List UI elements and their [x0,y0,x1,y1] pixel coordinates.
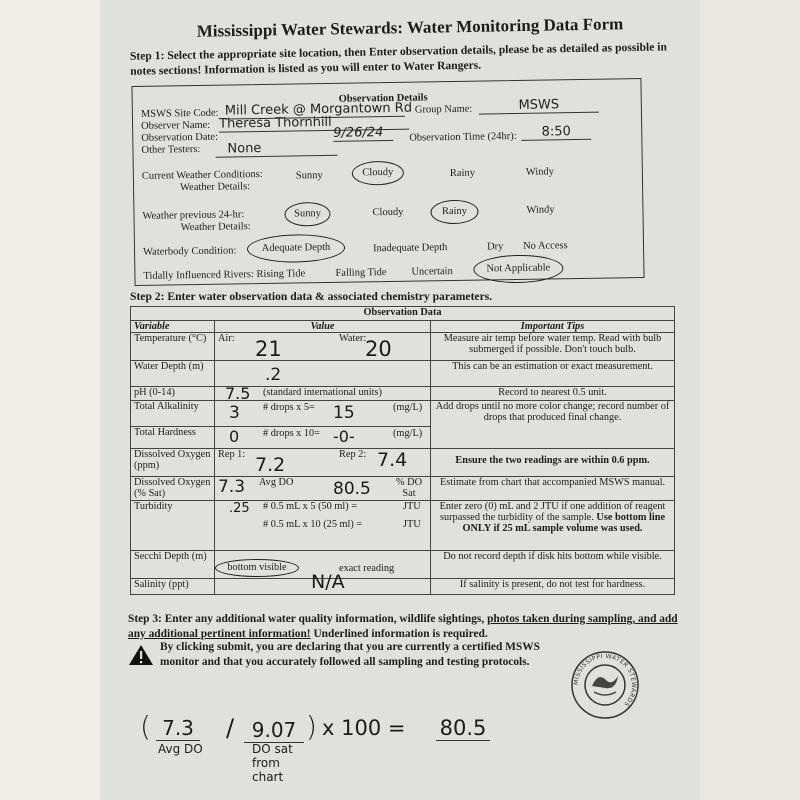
observation-date-value[interactable]: 9/26/24 [333,125,393,142]
hardness-multiplier: # drops x 10= [263,428,321,439]
group-name-label: Group Name: [414,103,473,116]
previous-weather-label: Weather previous 24-hr: [142,209,245,222]
prev-option-windy[interactable]: Windy [526,204,555,216]
waterbody-label: Waterbody Condition: [142,245,237,258]
turbidity-tip: Enter zero (0) mL and 2 JTU if one addition of reagent surpassed the turbidity of the sample. [439,501,666,523]
do-sat-cell [215,477,431,501]
step3-text-a: Step 3: Enter any additional water quality information, wildlife sightings, [128,613,488,625]
formula-denominator-label: DO sat from chart [252,742,293,784]
step3-instructions [128,612,688,642]
salinity-cell [215,571,431,595]
waterbody-option-dry[interactable]: Dry [486,241,504,253]
col-variable: Variable [131,321,215,333]
turbidity-tip-cell [431,501,675,551]
site-code-label: MSWS Site Code: [140,107,219,120]
ph-units: (standard international units) [263,387,382,398]
turbidity-value[interactable]: .25 [229,501,250,516]
step3-text-b: Underlined information is required. [310,628,488,640]
warning-icon [128,644,154,671]
declaration-line-2: monitor and that you accurately followed all sampling and testing protocols. [160,656,530,668]
secchi-tip: Do not record depth if disk hits bottom while visible. [431,551,675,579]
rep2-label: Rep 2: [339,449,367,460]
temperature-tip: Measure air temp before water temp. Read with bulb submerged if possible. Don't touch bulb. [431,333,675,361]
rep2-value[interactable]: 7.4 [377,449,408,471]
secchi-bottom-visible[interactable]: bottom visible [215,559,299,577]
formula-numerator-label: Avg DO [158,742,203,756]
turbidity-label: Turbidity [131,501,215,551]
rep1-label: Rep 1: [218,449,246,460]
background-right [700,0,800,800]
turbidity-line-25ml: # 0.5 mL x 10 (25 ml) = [263,519,363,530]
water-depth-tip: This can be an estimation or exact measurement. [431,361,675,387]
form-title: Mississippi Water Stewards: Water Monitoring Data Form [196,14,624,41]
do-sat-avg[interactable]: 7.3 [218,477,246,497]
do-ppm-cell [215,449,431,477]
tidal-option-uncertain[interactable]: Uncertain [411,265,453,278]
turbidity-cell [215,501,431,551]
ph-tip: Record to nearest 0.5 unit. [431,387,675,401]
air-value[interactable]: 21 [255,337,282,361]
other-testers-label: Other Testers: [141,143,201,156]
ph-cell [215,384,431,403]
previous-weather-details-label: Weather Details: [180,221,251,234]
observation-time-value[interactable]: 8:50 [521,124,591,141]
do-sat-unit: % DO Sat [395,477,423,499]
group-name-value[interactable]: MSWS [479,97,599,115]
secchi-exact-reading[interactable]: exact reading [339,563,395,574]
weather-option-windy[interactable]: Windy [525,166,555,178]
formula-denominator[interactable]: 9.07 [244,718,304,743]
waterbody-option-adequate[interactable]: Adequate Depth [247,234,345,264]
do-tip: Ensure the two readings are within 0.6 ppm. [431,449,675,477]
observation-time-label: Observation Time (24hr): [409,130,517,144]
weather-option-sunny[interactable]: Sunny [295,170,323,182]
water-depth-label: Water Depth (m) [131,361,215,387]
turbidity-unit-2: JTU [403,519,421,530]
observation-date-label: Observation Date: [141,131,219,144]
site-code-value[interactable]: Mill Creek @ Morgantown Rd [224,100,413,119]
step1-instructions: Step 1: Select the appropriate site location, then Enter observation details, please be as detailed as possible in notes sections! Information is listed as you will enter to Water Rangers. [129,40,668,78]
observation-data-header: Observation Data [131,307,675,321]
alkalinity-result[interactable]: 15 [333,403,355,423]
observation-details-box [131,78,644,286]
observer-name-label: Observer Name: [141,119,211,132]
observation-details-header: Observation Details [338,92,428,105]
tidal-option-falling[interactable]: Falling Tide [335,267,387,279]
turbidity-unit-1: JTU [403,501,421,512]
do-sat-value[interactable]: 80.5 [333,479,371,499]
open-paren: ( [140,710,151,743]
ph-value[interactable]: 7.5 [225,384,251,403]
formula-numerator[interactable]: 7.3 [156,716,200,741]
salinity-label: Salinity (ppt) [131,579,215,595]
observer-name-value[interactable]: Theresa Thornhill [219,114,409,133]
water-depth-cell [215,361,431,387]
alkalinity-unit: (mg/L) [393,402,423,413]
ph-label: pH (0-14) [131,387,215,401]
weather-label: Current Weather Conditions: [141,168,263,182]
do-sat-tip: Estimate from chart that accompanied MSWS manual. [431,477,675,501]
formula-result[interactable]: 80.5 [436,716,490,741]
water-value[interactable]: 20 [365,337,392,361]
salinity-tip: If salinity is present, do not test for hardness. [431,579,675,595]
do-ppm-label: Dissolved Oxygen (ppm) [131,449,215,477]
tidal-label: Tidally Influenced Rivers: Rising Tide [143,268,306,282]
tidal-option-not-applicable[interactable]: Not Applicable [473,254,563,283]
avg-do-label: Avg DO [259,477,294,488]
alkalinity-cell [215,401,431,427]
handwritten-do-formula [140,710,660,790]
prev-option-cloudy[interactable]: Cloudy [372,206,404,219]
water-depth-value[interactable]: .2 [265,365,282,385]
do-sat-label: Dissolved Oxygen (% Sat) [131,477,215,501]
temperature-label: Temperature (°C) [131,333,215,361]
declaration-line-1: By clicking submit, you are declaring that you are currently a certified MSWS [160,641,540,653]
alkalinity-label: Total Alkalinity [131,401,215,427]
rep1-value[interactable]: 7.2 [255,454,286,476]
hardness-unit: (mg/L) [393,428,423,439]
water-label: Water: [339,333,367,344]
temperature-values [215,333,431,361]
alkalinity-multiplier: # drops x 5= [263,402,315,413]
salinity-value[interactable]: N/A [311,571,345,593]
hardness-cell [215,427,431,449]
hardness-label: Total Hardness [131,427,215,449]
hardness-drops[interactable]: 0 [229,427,240,446]
turbidity-tip-bold: Use bottom line ONLY if 25 mL sample volume was used. [462,512,666,534]
prev-option-rainy[interactable]: Rainy [430,200,478,225]
waterbody-option-inadequate[interactable]: Inadequate Depth [372,242,448,255]
weather-details-label: Weather Details: [179,181,251,194]
turbidity-line-50ml: # 0.5 mL x 5 (50 ml) = [263,501,358,512]
division-slash: / [226,714,235,742]
paper-form [100,0,700,800]
other-testers-value[interactable]: None [215,140,337,158]
observation-data-table [130,306,675,595]
col-value: Value [215,321,431,333]
declaration-text [160,640,540,670]
air-label: Air: [218,333,235,344]
waterbody-option-no-access[interactable]: No Access [522,240,568,252]
alkalinity-drops[interactable]: 3 [229,403,240,423]
prev-option-sunny[interactable]: Sunny [284,202,330,227]
weather-option-rainy[interactable]: Rainy [449,167,476,180]
alkalinity-tip: Add drops until no more color change; record number of drops that produced final change. [431,401,675,449]
weather-option-cloudy[interactable]: Cloudy [352,161,404,186]
step3-underlined: photos taken during sampling, and add any additional pertinent information! [128,613,678,640]
step2-heading: Step 2: Enter water observation data & associated chemistry parameters. [130,290,493,303]
secchi-label: Secchi Depth (m) [131,551,215,579]
close-paren: ) [306,710,317,743]
logo-text: MISSISSIPPI WATER STEWARDS [572,652,638,708]
hardness-result[interactable]: -0- [333,427,355,446]
formula-times: x 100 = [322,716,406,740]
col-tips: Important Tips [431,321,675,333]
